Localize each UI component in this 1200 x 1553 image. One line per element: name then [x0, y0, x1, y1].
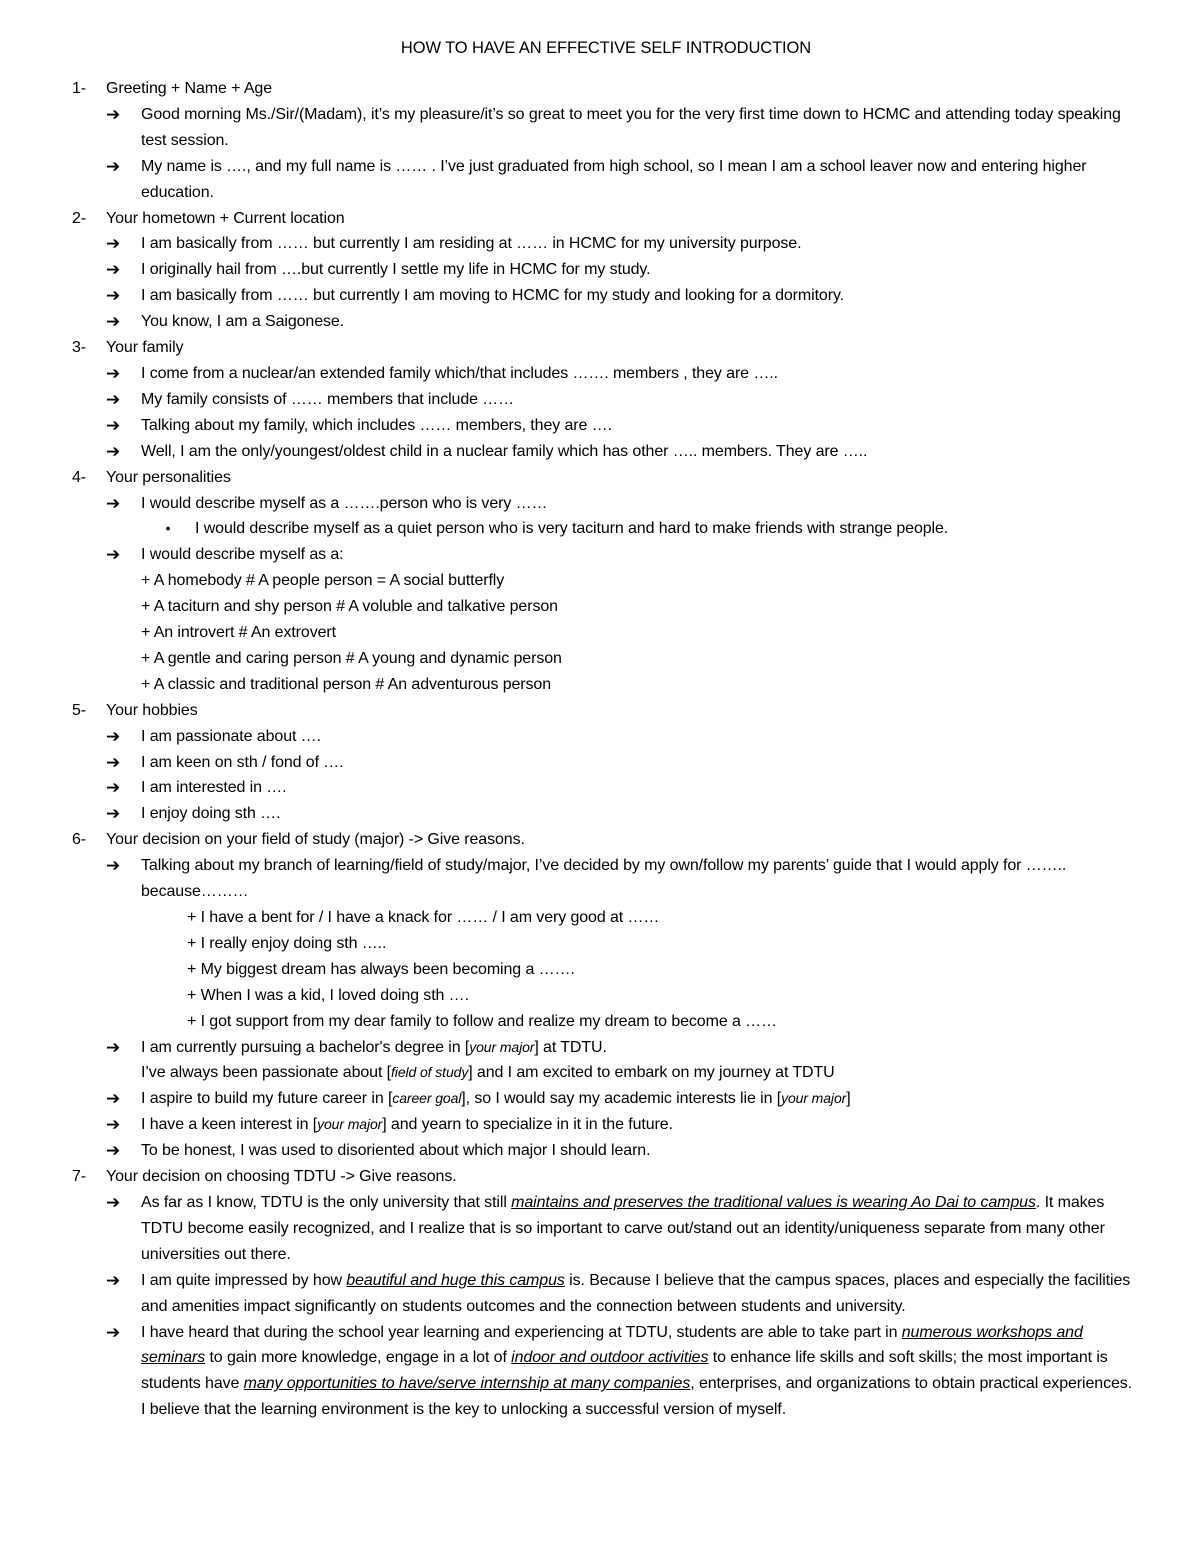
text-run: As far as I know, TDTU is the only university that still: [141, 1193, 512, 1211]
text-run: I aspire to build my future career in [: [141, 1090, 393, 1108]
list-item-text: To be honest, I was used to disoriented about which major I should learn.: [141, 1142, 651, 1160]
arrow-right-icon: ➔: [106, 1141, 121, 1161]
section-heading: Your decision on choosing TDTU -> Give reasons.: [106, 1168, 457, 1186]
personality-pair: + A classic and traditional person # An adventurous person: [141, 675, 552, 693]
reason-item: + When I was a kid, I loved doing sth ….: [187, 986, 469, 1004]
list-item-text: Talking about my family, which includes …… members, they are ….: [141, 416, 612, 434]
arrow-right-icon: ➔: [106, 1270, 121, 1290]
text-run: , enterprises, and organizations to obtain practical experiences. I believe that the learning environment is the key to unlocking a successful version of myself.: [141, 1375, 1133, 1419]
list-item-text: Well, I am the only/youngest/oldest child in a nuclear family which has other ….. members. They are …..: [141, 442, 868, 460]
arrow-right-icon: ➔: [106, 726, 121, 746]
section-major: [72, 827, 1140, 853]
arrow-right-icon: ➔: [106, 856, 121, 876]
text-run: . It makes TDTU become easily recognized, and I realize that is so important to carve out/stand out an identity/uniqueness separate from many other universities out there.: [141, 1193, 1105, 1263]
list-item-text: You know, I am a Saigonese.: [141, 313, 345, 331]
arrow-right-icon: ➔: [106, 260, 121, 280]
list-item-text: I am interested in ….: [141, 779, 287, 797]
reason-item: + My biggest dream has always been becoming a …….: [187, 960, 575, 978]
arrow-right-icon: ➔: [106, 1037, 121, 1057]
placeholder-text: career goal: [392, 1090, 462, 1107]
list-item-text: I would describe myself as a:: [141, 546, 344, 564]
list-item: [72, 801, 1140, 827]
underlined-phrase: maintains and preserves the traditional values is wearing Ao Dai to campus: [511, 1193, 1036, 1211]
text-run: I have heard that during the school year learning and experiencing at TDTU, students are able to take part in: [141, 1323, 902, 1341]
list-item: [72, 775, 1140, 801]
section-number: 2-: [72, 209, 87, 227]
list-item-text: Talking about my branch of learning/field of study/major, I’ve decided by my own/follow my parents’ guide that I would apply for …….. because………: [141, 857, 1067, 901]
list-item: [72, 413, 1140, 439]
arrow-right-icon: ➔: [106, 1089, 121, 1109]
list-item: [72, 1035, 1140, 1061]
placeholder-text: your major: [781, 1090, 847, 1107]
list-item-text: Good morning Ms./Sir/(Madam), it’s my pleasure/it’s so great to meet you for the very first time down to HCMC and attending today speaking test session.: [141, 105, 1121, 149]
text-run: ], so I would say my academic interests lie in [: [461, 1090, 782, 1108]
section-number: 1-: [72, 80, 87, 97]
section-heading: Your personalities: [106, 468, 231, 486]
list-item: [72, 1138, 1140, 1164]
arrow-right-icon: ➔: [106, 1192, 121, 1212]
arrow-right-icon: ➔: [106, 156, 121, 176]
list-item: [72, 1268, 1140, 1320]
section-number: 3-: [72, 339, 87, 357]
list-item: [72, 853, 1140, 905]
text-run: ]: [846, 1090, 851, 1108]
list-item-text: I come from a nuclear/an extended family which/that includes ……. members , they are …..: [141, 364, 778, 382]
section-number: 6-: [72, 831, 87, 849]
text-run: is. Because I believe that the campus spaces, places and especially the facilities and amenities impact significantly on students outcomes and the connection between students and university.: [141, 1271, 1131, 1315]
list-item-text: I am basically from …… but currently I am moving to HCMC for my study and looking for a dormitory.: [141, 287, 845, 305]
bullet-icon: •: [165, 520, 171, 537]
arrow-right-icon: ➔: [106, 1115, 121, 1135]
list-item-text: My family consists of …… members that include ……: [141, 390, 515, 408]
list-item-text: I am basically from …… but currently I am residing at …… in HCMC for my university purpose.: [141, 235, 802, 253]
arrow-right-icon: ➔: [106, 104, 121, 124]
reason-item: + I got support from my dear family to follow and realize my dream to become a ……: [187, 1012, 777, 1030]
list-item: [72, 257, 1140, 283]
bullet-item-text: I would describe myself as a quiet person who is very taciturn and hard to make friends with strange people.: [195, 520, 949, 538]
arrow-right-icon: ➔: [106, 312, 121, 332]
list-item-text: My name is …., and my full name is …… . I’ve just graduated from high school, so I mean I am a school leaver now and entering higher education.: [141, 157, 1087, 201]
text-run: ] at TDTU.: [534, 1038, 607, 1056]
text-run: I’ve always been passionate about [: [141, 1064, 392, 1082]
section-number: 5-: [72, 701, 87, 719]
continuation-line: [72, 1060, 1140, 1086]
list-item-text: I originally hail from ….but currently I settle my life in HCMC for my study.: [141, 261, 651, 279]
list-item: [72, 361, 1140, 387]
underlined-phrase: beautiful and huge this campus: [346, 1271, 565, 1289]
list-item: [72, 1320, 1140, 1424]
section-personalities: [72, 465, 1140, 491]
list-item: [72, 1190, 1140, 1268]
list-item: [72, 387, 1140, 413]
underlined-phrase: numerous workshops and seminars: [141, 1323, 1083, 1367]
list-item: [72, 1112, 1140, 1138]
personality-pair: + A gentle and caring person # A young and dynamic person: [141, 649, 562, 667]
text-run: to enhance life skills and soft skills; the most important is students have: [141, 1349, 1108, 1393]
placeholder-text: field of study: [391, 1064, 469, 1081]
arrow-right-icon: ➔: [106, 234, 121, 254]
section-hobbies: [72, 698, 1140, 724]
arrow-right-icon: ➔: [106, 441, 121, 461]
personality-pair: + A homebody # A people person = A social butterfly: [141, 572, 505, 590]
list-item: [72, 542, 1140, 568]
text-run: I have a keen interest in [: [141, 1116, 318, 1134]
arrow-right-icon: ➔: [106, 752, 121, 772]
section-heading: Greeting + Name + Age: [106, 80, 273, 97]
list-item: [72, 283, 1140, 309]
list-item: [72, 1086, 1140, 1112]
arrow-right-icon: ➔: [106, 363, 121, 383]
text-run: ] and I am excited to embark on my journey at TDTU: [468, 1064, 835, 1082]
list-item-text: [141, 1112, 1140, 1138]
list-item-text: [141, 1268, 1140, 1320]
document-title: HOW TO HAVE AN EFFECTIVE SELF INTRODUCTION: [400, 39, 812, 57]
section-heading: Your hobbies: [106, 701, 198, 719]
reason-item: + I really enjoy doing sth …..: [187, 934, 387, 952]
list-item: [72, 154, 1140, 206]
arrow-right-icon: ➔: [106, 1322, 121, 1342]
text-run: I am currently pursuing a bachelor's degree in [: [141, 1038, 470, 1056]
placeholder-text: your major: [317, 1116, 383, 1133]
section-choosing-tdtu: [72, 1164, 1140, 1190]
section-greeting: [72, 76, 1140, 102]
list-item-text: I enjoy doing sth ….: [141, 805, 281, 823]
section-number: 4-: [72, 468, 87, 486]
list-item-text: [141, 1190, 1140, 1268]
section-heading: Your decision on your field of study (major) -> Give reasons.: [106, 831, 525, 849]
list-item: [72, 309, 1140, 335]
arrow-right-icon: ➔: [106, 804, 121, 824]
list-item: [72, 102, 1140, 154]
placeholder-text: your major: [469, 1038, 535, 1055]
personality-pair: + An introvert # An extrovert: [141, 624, 336, 642]
section-family: [72, 335, 1140, 361]
text-run: I am quite impressed by how: [141, 1271, 347, 1289]
list-item-text: [141, 1035, 1140, 1061]
underlined-phrase: many opportunities to have/serve internship at many companies: [243, 1375, 691, 1393]
reason-item: + I have a bent for / I have a knack for …… / I am very good at ……: [187, 909, 660, 926]
section-number: 7-: [72, 1168, 87, 1186]
list-item-text: I am keen on sth / fond of ….: [141, 753, 344, 771]
list-item: [72, 750, 1140, 776]
list-item-text: I would describe myself as a …….person who is very ……: [141, 494, 548, 512]
section-hometown: [72, 206, 1140, 232]
section-heading: Your hometown + Current location: [106, 209, 345, 227]
list-item: [72, 724, 1140, 750]
text-run: to gain more knowledge, engage in a lot of: [205, 1349, 512, 1367]
arrow-right-icon: ➔: [106, 545, 121, 565]
list-item: [72, 439, 1140, 465]
list-item-text: [141, 1086, 1140, 1112]
arrow-right-icon: ➔: [106, 415, 121, 435]
text-run: ] and yearn to specialize in it in the future.: [382, 1116, 673, 1134]
underlined-phrase: indoor and outdoor activities: [511, 1349, 709, 1367]
bullet-item: [72, 516, 1140, 542]
list-item: [72, 491, 1140, 517]
arrow-right-icon: ➔: [106, 286, 121, 306]
list-item: [72, 231, 1140, 257]
section-heading: Your family: [106, 339, 184, 357]
arrow-right-icon: ➔: [106, 389, 121, 409]
personality-pair: + A taciturn and shy person # A voluble and talkative person: [141, 598, 558, 616]
arrow-right-icon: ➔: [106, 493, 121, 513]
list-item-text: [141, 1320, 1140, 1424]
arrow-right-icon: ➔: [106, 778, 121, 798]
list-item-text: I am passionate about ….: [141, 727, 321, 745]
